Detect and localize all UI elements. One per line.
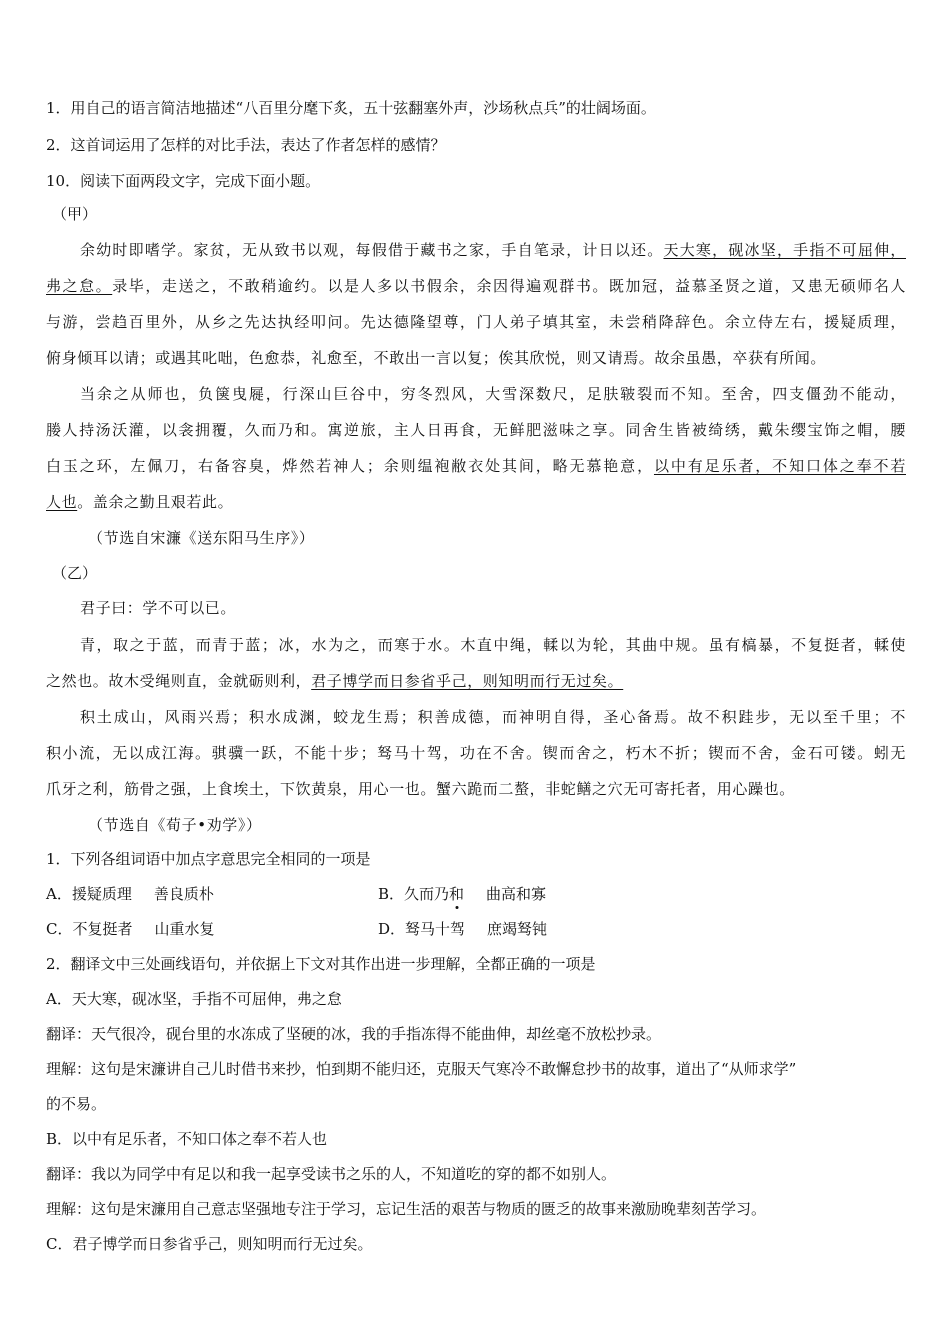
jia-p2-line2: 媵人持汤沃灌，以衾拥覆，久而乃和。寓逆旅，主人日再食，无鲜肥滋味之享。同舍生皆被绮绣，戴朱缨宝饰之帽，腰 <box>46 421 906 439</box>
q2-option-b[interactable]: B．以中有足乐者，不知口体之奉不若人也 <box>46 1130 328 1148</box>
q1-stem: 1．下列各组词语中加点字意思完全相同的一项是 <box>46 850 371 868</box>
jia-p2-line3: 白玉之环，左佩刀，右备容臭，烨然若神人；余则缊袍敝衣处其间，略无慕艳意，以中有足乐者，不知口体之奉不若 <box>46 457 906 475</box>
yi-p1-line2: 之然也。故木受绳则直，金就砺则利，君子博学而日参省乎己，则知明而行无过矣。 <box>46 672 624 690</box>
q1-option-d[interactable]: D．驽马十驾 庶竭驽钝 <box>378 920 548 938</box>
yi-p1-line1: 青，取之于蓝，而青于蓝；冰，水为之，而寒于水。木直中绳，輮以为轮，其曲中规。虽有槁暴，不复挺者，輮使 <box>80 636 906 654</box>
jia-p2-line1: 当余之从师也，负箧曳屣，行深山巨谷中，穷冬烈风，大雪深数尺，足肤皲裂而不知。至舍，四支僵劲不能动， <box>80 385 906 403</box>
question-prev-1: 1．用自己的语言简洁地描述“八百里分麾下炙，五十弦翻塞外声，沙场秋点兵”的壮阔场面。 <box>46 99 656 117</box>
underlined-sentence-b: 以中有足乐者，不知口体之奉不若 <box>653 457 906 475</box>
yi-source: （节选自《荀子•劝学》） <box>88 816 262 834</box>
jia-p1-line3: 与游，尝趋百里外，从乡之先达执经叩问。先达德隆望尊，门人弟子填其室，未尝稍降辞色。余立侍左右，援疑质理， <box>46 313 906 331</box>
yi-p2-line2: 积小流，无以成江海。骐骥一跃，不能十步；驽马十驾，功在不舍。锲而舍之，朽木不折；锲而不舍，金石可镂。蚓无 <box>46 744 906 762</box>
yi-p0: 君子曰：学不可以已。 <box>80 599 237 617</box>
q2-b-translation: 翻译：我以为同学中有足以和我一起享受读书之乐的人，不知道吃的穿的都不如别人。 <box>46 1165 617 1183</box>
underlined-sentence-a-end: 弗之怠。 <box>46 277 113 295</box>
jia-source: （节选自宋濂《送东阳马生序》） <box>88 529 315 547</box>
jia-p1-line4: 俯身倾耳以请；或遇其叱咄，色愈恭，礼愈至，不敢出一言以复；俟其欣悦，则又请焉。故余虽愚，卒获有所闻。 <box>46 349 827 367</box>
underlined-sentence-a: 天大寒，砚冰坚，手指不可屈伸， <box>663 241 906 259</box>
underlined-sentence-c: 君子博学而日参省乎己，则知明而行无过矣。 <box>311 672 624 690</box>
q2-option-a[interactable]: A．天大寒，砚冰坚，手指不可屈伸，弗之怠 <box>46 990 342 1008</box>
passage-yi-label: （乙） <box>52 564 98 582</box>
q2-stem: 2．翻译文中三处画线语句，并依据上下文对其作出进一步理解，全都正确的一项是 <box>46 955 596 973</box>
emphasis-dot-char: 和 <box>449 885 465 903</box>
jia-p2-line4: 人也。盖余之勤且艰若此。 <box>46 493 234 511</box>
yi-p2-line1: 积土成山，风雨兴焉；积水成渊，蛟龙生焉；积善成德，而神明自得，圣心备焉。故不积跬步，无以至千里；不 <box>80 708 906 726</box>
q2-a-understanding: 理解：这句是宋濂讲自己儿时借书来抄，怕到期不能归还，克服天气寒冷不敢懈怠抄书的故事，道出了“从师求学” <box>46 1060 797 1078</box>
underlined-sentence-b-end: 人也 <box>46 493 78 511</box>
jia-p1-line2: 弗之怠。录毕，走送之，不敢稍逾约。以是人多以书假余，余因得遍观群书。既加冠，益慕圣贤之道，又患无硕师名人 <box>46 277 906 295</box>
yi-p2-line3: 爪牙之利，筋骨之强，上食埃土，下饮黄泉，用心一也。蟹六跪而二螯，非蛇鳝之穴无可寄托者，用心躁也。 <box>46 780 795 798</box>
question-prev-2: 2．这首词运用了怎样的对比手法，表达了作者怎样的感情？ <box>46 136 446 154</box>
q2-option-c[interactable]: C．君子博学而日参省乎己，则知明而行无过矣。 <box>46 1235 373 1253</box>
q1-option-c[interactable]: C．不复挺者 山重水复 <box>46 920 215 938</box>
q1-option-b[interactable]: B．久而乃和 曲高和寡 <box>378 885 547 903</box>
q2-a-understanding-cont: 的不易。 <box>46 1095 107 1113</box>
question-10-title: 10．阅读下面两段文字，完成下面小题。 <box>46 172 321 190</box>
q1-option-a[interactable]: A．援疑质理 善良质朴 <box>46 885 214 903</box>
jia-p1-line1: 余幼时即嗜学。家贫，无从致书以观，每假借于藏书之家，手自笔录，计日以还。天大寒，砚冰坚，手指不可屈伸， <box>80 241 906 259</box>
passage-jia-label: （甲） <box>52 205 98 223</box>
q2-a-translation: 翻译：天气很冷，砚台里的水冻成了坚硬的冰，我的手指冻得不能曲伸，却丝毫不放松抄录。 <box>46 1025 662 1043</box>
q2-b-understanding: 理解：这句是宋濂用自己意志坚强地专注于学习，忘记生活的艰苦与物质的匮乏的故事来激励晚辈刻苦学习。 <box>46 1200 767 1218</box>
